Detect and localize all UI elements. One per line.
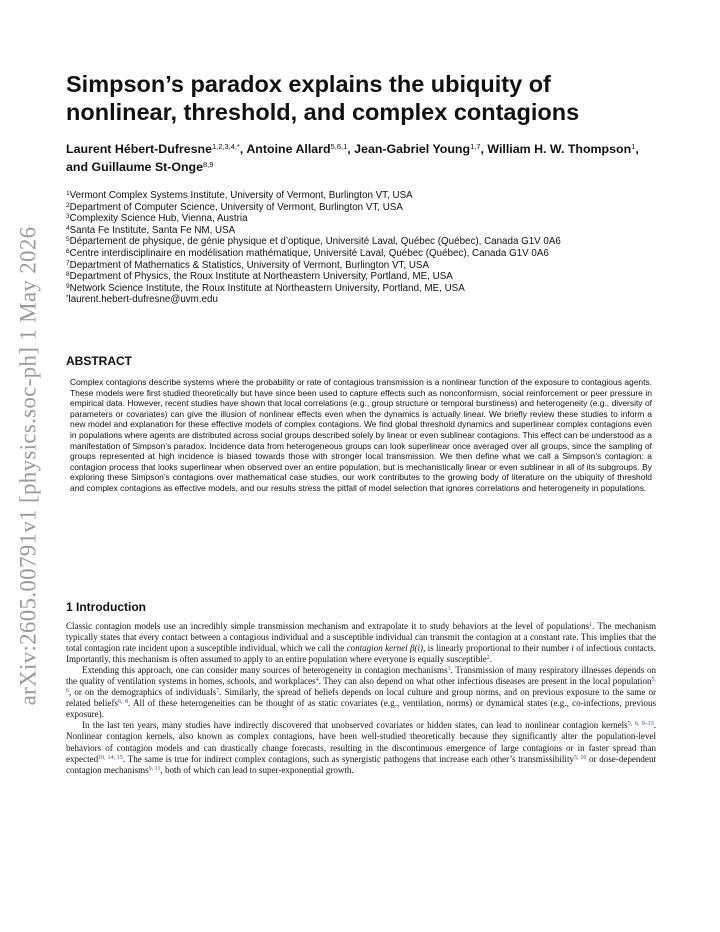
affiliation-number: 7 [66, 259, 70, 267]
body-text: . The mechanism typically states that every contact between a contagious individual and a susceptible individual can transmit the contagion at a constant rate. This implies that the total contagion rate incident upon a susceptible individual, which we call the [66, 621, 656, 654]
section-heading-introduction: 1 Introduction [66, 600, 146, 614]
affiliation-text: Department of Mathematics & Statistics, University of Vermont, Burlington VT, USA [69, 259, 429, 271]
affiliation [66, 283, 656, 295]
author-list [66, 140, 656, 176]
author-affiliation-marks: 1,7 [470, 142, 481, 151]
body-text: , both of which can lead to super-exponential growth. [160, 764, 354, 775]
abstract-text: Complex contagions describe systems where the probability or rate of contagious transmission is a nonlinear function of the exposure to contagious agents. These models were first studied theoretically but have since been used to capture effects such as nonconformism, social reinforcement or peer pressure in empirical data. However, recent studies have shown that local correlations (e.g., group structure or temporal burstiness) and heterogeneity (e.g., diversity of parameters or covariates) can give the illusion of nonlinear effects even when the dynamics is actually linear. We briefly review these studies to inform a new model and explanation for these effective models of complex contagions. We find global threshold dynamics and superlinear complex contagions even in populations where agents are distributed across social groups described solely by linear or even sublinear contagions. This effect can be understood as a manifestation of Simpson’s paradox. Incidence data from heterogeneous groups can look superlinear once averaged over all groups, since the sampling of groups represented at high incidence is biased towards those with stronger local transmission. We then define what we call a Simpson’s contagion: a contagion process that looks superlinear when observed over an entire population, but is mechanistically linear or even sublinear in all of its subgroups. By exploring these Simpson’s contagions over mathematical case studies, our work contributes to the growing body of literature on the ubiquity of threshold and complex contagions as effective models, and our results stress the pitfall of model selection that ignores correlations and heterogeneity in populations. [70, 377, 652, 493]
body-text: Extending this approach, one can consider many sources of heterogeneity in contagion mechanisms [82, 665, 448, 676]
affiliation-text: Department of Computer Science, University of Vermont, Burlington VT, USA [69, 201, 403, 213]
arxiv-watermark [8, 0, 48, 932]
body-text: . Nonlinear contagion kernels, also known as complex contagions, have been well-studied theoretically because they significantly alter the population-level behaviors of contagion models and can drastically change forecasts, resulting in the discontinuous emergence of large contagions or in faster spread than expected [66, 720, 657, 764]
affiliation-text: Complexity Science Hub, Vienna, Austria [69, 213, 248, 225]
author-affiliation-marks: 1 [631, 142, 636, 151]
author-separator: , [480, 142, 488, 156]
citation-link[interactable]: 7 [216, 688, 220, 695]
contact-email: laurent.hebert-dufresne@uvm.edu [68, 294, 218, 306]
citation-link[interactable]: 5, 6, 9–13 [627, 721, 654, 728]
body-text: . Transmission of many respiratory illnesses depends on the quality of ventilation systems in homes, schools, and workplaces [66, 665, 656, 687]
citation-link[interactable]: 10, 14, 15 [98, 754, 123, 761]
body-text: Classic contagion models use an incredibly simple transmission mechanism and extrapolate it to study behaviors at the level of populations [66, 621, 590, 631]
body-text: . [489, 654, 493, 665]
affiliation-text: Network Science Institute, the Roux Institute at Northeastern University, Portland, ME, USA [69, 282, 465, 294]
author-separator: , [239, 142, 247, 156]
body-text: . All of these heterogeneities can be thought of as static covariates (e.g., ventilation, norms) or dynamical states (e.g., co-infections, previous exposure). [66, 698, 657, 720]
affiliation-text: Department of Physics, the Roux Institute at Northeastern University, Portland, ME, USA [69, 271, 453, 283]
body-paragraph [66, 720, 656, 775]
body-text: . The same is true for indirect complex contagions, such as synergistic pathogens that increase each other’s transmissibility [122, 753, 574, 764]
author-name: Laurent Hébert-Dufresne [66, 142, 212, 156]
affiliation [66, 260, 656, 272]
affiliation-text: Santa Fe Institute, Santa Fe NM, USA [69, 224, 236, 236]
abstract-heading: ABSTRACT [66, 354, 132, 368]
emphasis-text: i [571, 643, 574, 654]
arxiv-id: arXiv:2605.00791v1 [physics.soc-ph] 1 May 2026 [15, 226, 41, 706]
body-text: or dose-dependent contagion mechanisms [66, 753, 656, 775]
citation-link[interactable]: 2 [486, 655, 490, 662]
affiliation-number: 5 [66, 236, 70, 244]
affiliation-list [66, 190, 656, 306]
affiliation-number: 4 [66, 224, 70, 232]
affiliation-number: 3 [66, 213, 70, 221]
affiliation-number: 9 [66, 282, 70, 290]
citation-link[interactable]: 5, 10 [573, 754, 587, 761]
body-text: . They can also depend on what other infectious diseases are present in the local population [318, 676, 652, 687]
affiliation-text: Centre interdisciplinaire en modélisation mathématique, Université Laval, Québec (Québec), Canada G1V 0A6 [69, 247, 549, 259]
body-text: , or on the demographics of individuals [69, 687, 217, 698]
author-affiliation-marks: 5,6,1 [330, 142, 348, 151]
affiliation [66, 248, 656, 260]
author-affiliation-marks: 8,9 [203, 160, 214, 169]
citation-link[interactable]: 1 [589, 622, 593, 628]
body-paragraph [66, 665, 656, 720]
affiliation-number: 2 [66, 201, 70, 209]
author-name: Antoine Allard [246, 142, 331, 156]
citation-link[interactable]: 6, 8 [117, 699, 128, 706]
citation-link[interactable]: 9, 11 [148, 765, 161, 772]
affiliation [66, 271, 656, 283]
body-text: In the last ten years, many studies have indirectly discovered that unobserved covariates or hidden states, can lead to nonlinear contagion kernels [82, 720, 628, 731]
author-name: Jean-Gabriel Young [354, 142, 471, 156]
author-separator: , and [66, 142, 639, 174]
affiliation-number: 6 [66, 247, 70, 255]
body-text: , is linearly proportional to their number [423, 643, 572, 654]
introduction-body [66, 621, 656, 776]
body-paragraph [66, 621, 656, 665]
affiliation[interactable] [66, 294, 656, 306]
affiliation [66, 225, 656, 237]
citation-link[interactable]: 4 [315, 677, 319, 684]
author-separator: , [347, 142, 355, 156]
affiliation [66, 202, 656, 214]
affiliation [66, 213, 656, 225]
affiliation-number: * [66, 294, 69, 302]
citation-link[interactable]: 5, 6 [66, 677, 656, 695]
emphasis-text: contagion kernel β(i) [346, 643, 424, 654]
body-text: of infectious contacts. Importantly, this mechanism is often assumed to apply to an entire population where everyone is equally susceptible [66, 643, 657, 665]
affiliation [66, 190, 656, 202]
affiliation-text: Département de physique, de génie physique et d’optique, Université Laval, Québec (Québec), Canada G1V 0A6 [69, 236, 561, 248]
body-text: . Similarly, the spread of beliefs depends on local culture and group norms, and on previous exposure to the same or related beliefs [66, 687, 656, 709]
citation-link[interactable]: 3 [447, 666, 451, 673]
author-affiliation-marks: 1,2,3,4,* [211, 142, 240, 151]
affiliation-text: Vermont Complex Systems Institute, University of Vermont, Burlington VT, USA [69, 190, 413, 201]
affiliation-number: 8 [66, 271, 70, 279]
author-name: Guillaume St-Onge [91, 160, 204, 174]
affiliation-number: 1 [66, 190, 70, 197]
affiliation [66, 236, 656, 248]
paper-title: Simpson’s paradox explains the ubiquity of nonlinear, threshold, and complex contagions [66, 71, 580, 125]
author-name: William H. W. Thompson [487, 142, 632, 156]
